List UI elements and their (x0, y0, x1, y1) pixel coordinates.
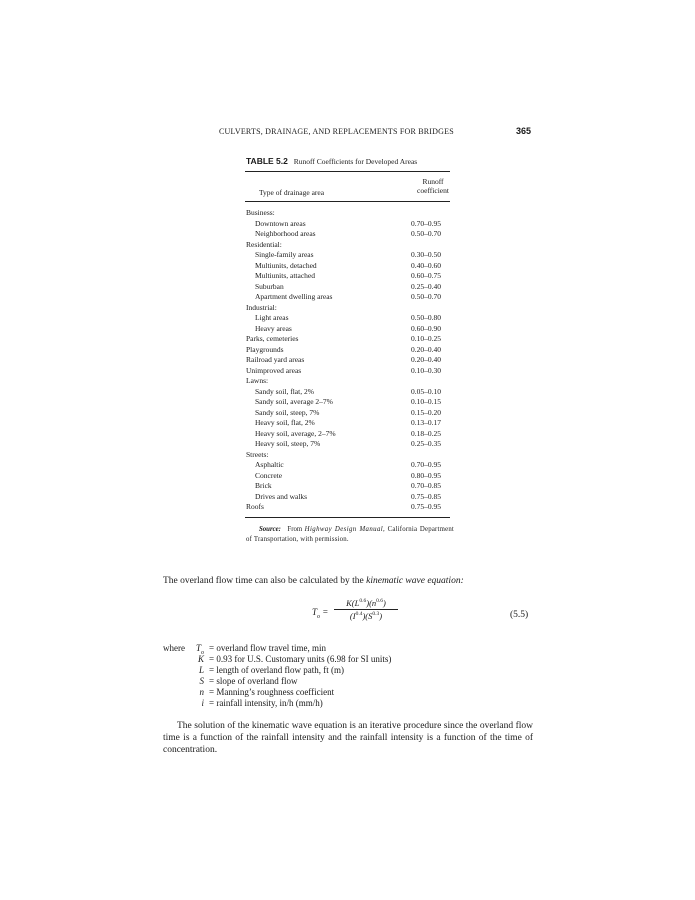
table-row: Sandy soil, average 2–7% 0.10–0.15 (255, 397, 441, 406)
table-row: Unimproved areas 0.10–0.30 (246, 365, 441, 375)
intro-text: The overland flow time can also be calculated by the (163, 576, 367, 586)
table-row: Downtown areas 0.70–0.95 (255, 218, 441, 228)
source-rest: California Department of Transportation, with permission. (246, 526, 455, 543)
table-row: Lawns: (246, 376, 269, 385)
table-row: Heavy soil, average, 2–7% 0.18–0.25 (255, 428, 441, 438)
column-header-coefficient-line1: Runoff (422, 177, 444, 186)
table-row: Asphaltic 0.70–0.95 (255, 460, 441, 469)
table-title: Runoff Coefficients for Developed Areas (293, 157, 418, 166)
equation-fraction (334, 598, 398, 621)
equation-number: (5.5) (510, 610, 529, 620)
table-row: Neighborhood areas 0.50–0.70 (255, 229, 441, 238)
table-row: Playgrounds 0.20–0.40 (246, 344, 441, 354)
intro-sentence (163, 576, 464, 586)
table-row: Industrial: (246, 302, 277, 312)
table-row: Heavy soil, flat, 2% 0.13–0.17 (255, 418, 441, 427)
table-row: Sandy soil, steep, 7% 0.15–0.20 (255, 407, 441, 417)
table-row: Business: (246, 208, 275, 217)
table-bottom-rule (245, 517, 450, 518)
table-source-note (246, 525, 454, 545)
table-row: Drives and walks 0.75–0.85 (255, 491, 441, 501)
table-row: Single-family areas 0.30–0.50 (255, 250, 441, 259)
table-row: Parks, cemeteries 0.10–0.25 (246, 334, 441, 343)
table-row: Brick 0.70–0.85 (255, 481, 441, 490)
source-label: Source: (259, 526, 281, 533)
source-title: Highway Design Manual, (304, 526, 386, 533)
table-row: Railroad yard areas 0.20–0.40 (246, 355, 441, 364)
table-top-rule (245, 171, 450, 172)
table-row: Sandy soil, flat, 2% 0.05–0.10 (255, 386, 441, 396)
table-row: Heavy soil, steep, 7% 0.25–0.35 (255, 439, 441, 448)
table-row: Apartment dwelling areas 0.50–0.70 (255, 292, 441, 301)
table-label: TABLE 5.2 (246, 156, 288, 166)
column-header-coefficient-line2: coefficient (417, 186, 449, 195)
equation-denominator: $(I^{0.4})(S^{0.3})$ (349, 611, 383, 621)
intro-emphasis: kinematic wave equation: (366, 576, 464, 586)
column-header-type: Type of drainage area (259, 188, 325, 197)
table-row: Light areas 0.50–0.80 (255, 313, 441, 322)
table-row: Roofs 0.75–0.95 (246, 502, 441, 511)
table-row: Residential: (246, 239, 282, 249)
table-caption (246, 156, 417, 166)
table-row: Suburban 0.25–0.40 (255, 281, 441, 291)
equation-numerator: $K(L^{0.6})(n^{0.6})$ (334, 598, 398, 610)
page-number: 365 (516, 126, 532, 136)
where-word: where (163, 643, 185, 653)
running-head: CULVERTS, DRAINAGE, AND REPLACEMENTS FOR BRIDGES (219, 127, 454, 136)
table-row: Concrete 0.80–0.95 (255, 470, 441, 480)
table-body (246, 208, 451, 513)
table-header-rule (245, 201, 450, 202)
closing-paragraph: The solution of the kinematic wave equation is an iterative procedure since the overland flow time is a function of the rainfall intensity and the rainfall intensity is a function of the time of concentration. (163, 721, 533, 755)
table-row: Streets: (246, 449, 269, 459)
table-row: Heavy areas 0.60–0.90 (255, 323, 441, 333)
source-prefix: From (287, 526, 303, 533)
equation-lhs: $T_o$ = (312, 607, 329, 620)
table-row: Multiunits, detached 0.40–0.60 (255, 260, 441, 270)
column-header-coefficient (410, 177, 456, 195)
table-row: Multiunits, attached 0.60–0.75 (255, 271, 441, 280)
